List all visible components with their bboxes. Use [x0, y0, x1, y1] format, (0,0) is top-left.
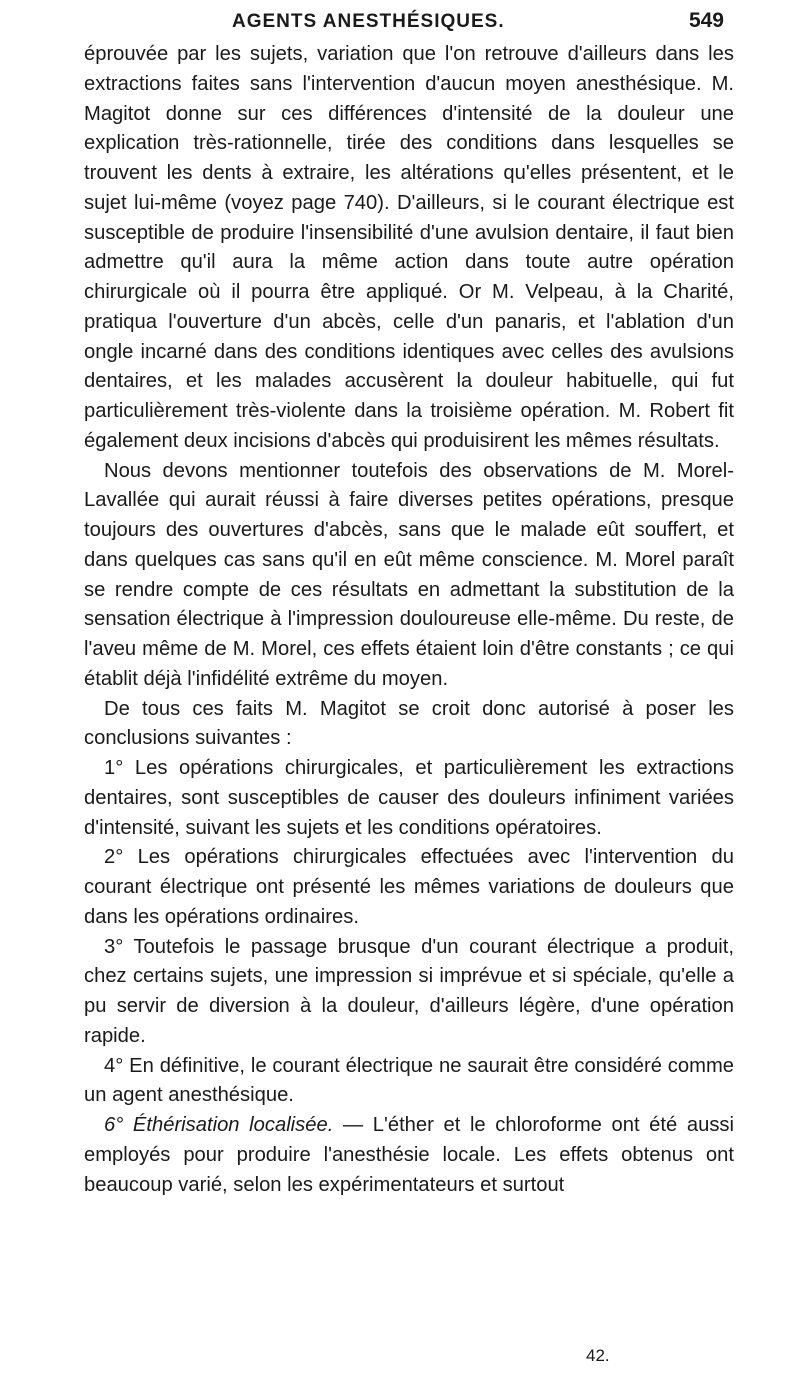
signature-mark: 42.: [586, 1346, 610, 1365]
conclusion-3: 3° Toutefois le passage brusque d'un courant électrique a produit, chez certains sujets, une impression si imprévue et si spéciale, qu'elle a pu servir de diversion à la douleur, d'ailleurs légère, d'une opération rapide.: [84, 935, 734, 1047]
section-6-title: 6° Éthérisation localisée.: [104, 1114, 334, 1136]
body-text: [84, 40, 734, 1200]
conclusion-4: 4° En définitive, le courant électrique ne saurait être considéré comme un agent anesthésique.: [84, 1054, 734, 1107]
page-header: [84, 0, 734, 40]
conclusion-2: 2° Les opérations chirurgicales effectuées avec l'intervention du courant électrique ont présenté les mêmes variations de douleurs que dans les opérations ordinaires.: [84, 846, 734, 928]
paragraph-3: De tous ces faits M. Magitot se croit donc autorisé à poser les conclusions suivantes :: [84, 697, 734, 750]
section-6: [84, 1111, 734, 1200]
running-title: AGENTS ANESTHÉSIQUES.: [232, 11, 505, 32]
paragraph-1: éprouvée par les sujets, variation que l'on retrouve d'ailleurs dans les extractions faites sans l'intervention d'aucun moyen anesthésique. M. Magitot donne sur ces différences d'intensité de la douleur une explication très-rationnelle, tirée des conditions dans lesquelles se trouvent les dents à extraire, les altérations qu'elles présentent, et le sujet lui-même (voyez page 740). D'ailleurs, si le courant électrique est susceptible de produire l'insensibilité d'une avulsion dentaire, il faut bien admettre qu'il aura la même action dans toute autre opération chirurgicale où il pourra être appliqué. Or M. Velpeau, à la Charité, pratiqua l'ouverture d'un abcès, celle d'un panaris, et l'ablation d'un ongle incarné dans des conditions identiques avec celles des avulsions dentaires, et les malades accusèrent la douleur habituelle, qui fut particulièrement très-violente dans la troisième opération. M. Robert fit également deux incisions d'abcès qui produisirent les mêmes résultats.: [84, 43, 734, 452]
section-6-text: — L'éther et le chloroforme ont été aussi employés pour produire l'anesthésie locale. Les effets obtenus ont beaucoup varié, selon les expérimentateurs et surtout: [84, 1114, 734, 1196]
book-page: [84, 0, 734, 1200]
paragraph-2: Nous devons mentionner toutefois des observations de M. Morel-Lavallée qui aurait réussi à faire diverses petites opérations, presque toujours des ouvertures d'abcès, sans que le malade eût souffert, et dans quelques cas sans qu'il en eût même conscience. M. Morel paraît se rendre compte de ces résultats en admettant la substitution de la sensation électrique à l'impression douloureuse elle-même. Du reste, de l'aveu même de M. Morel, ces effets étaient loin d'être constants ; ce qui établit déjà l'infidélité extrême du moyen.: [84, 459, 734, 690]
conclusion-1: 1° Les opérations chirurgicales, et particulièrement les extractions dentaires, sont susceptibles de causer des douleurs infiniment variées d'intensité, suivant les sujets et les conditions opératoires.: [84, 757, 734, 839]
page-number: 549: [688, 9, 724, 32]
